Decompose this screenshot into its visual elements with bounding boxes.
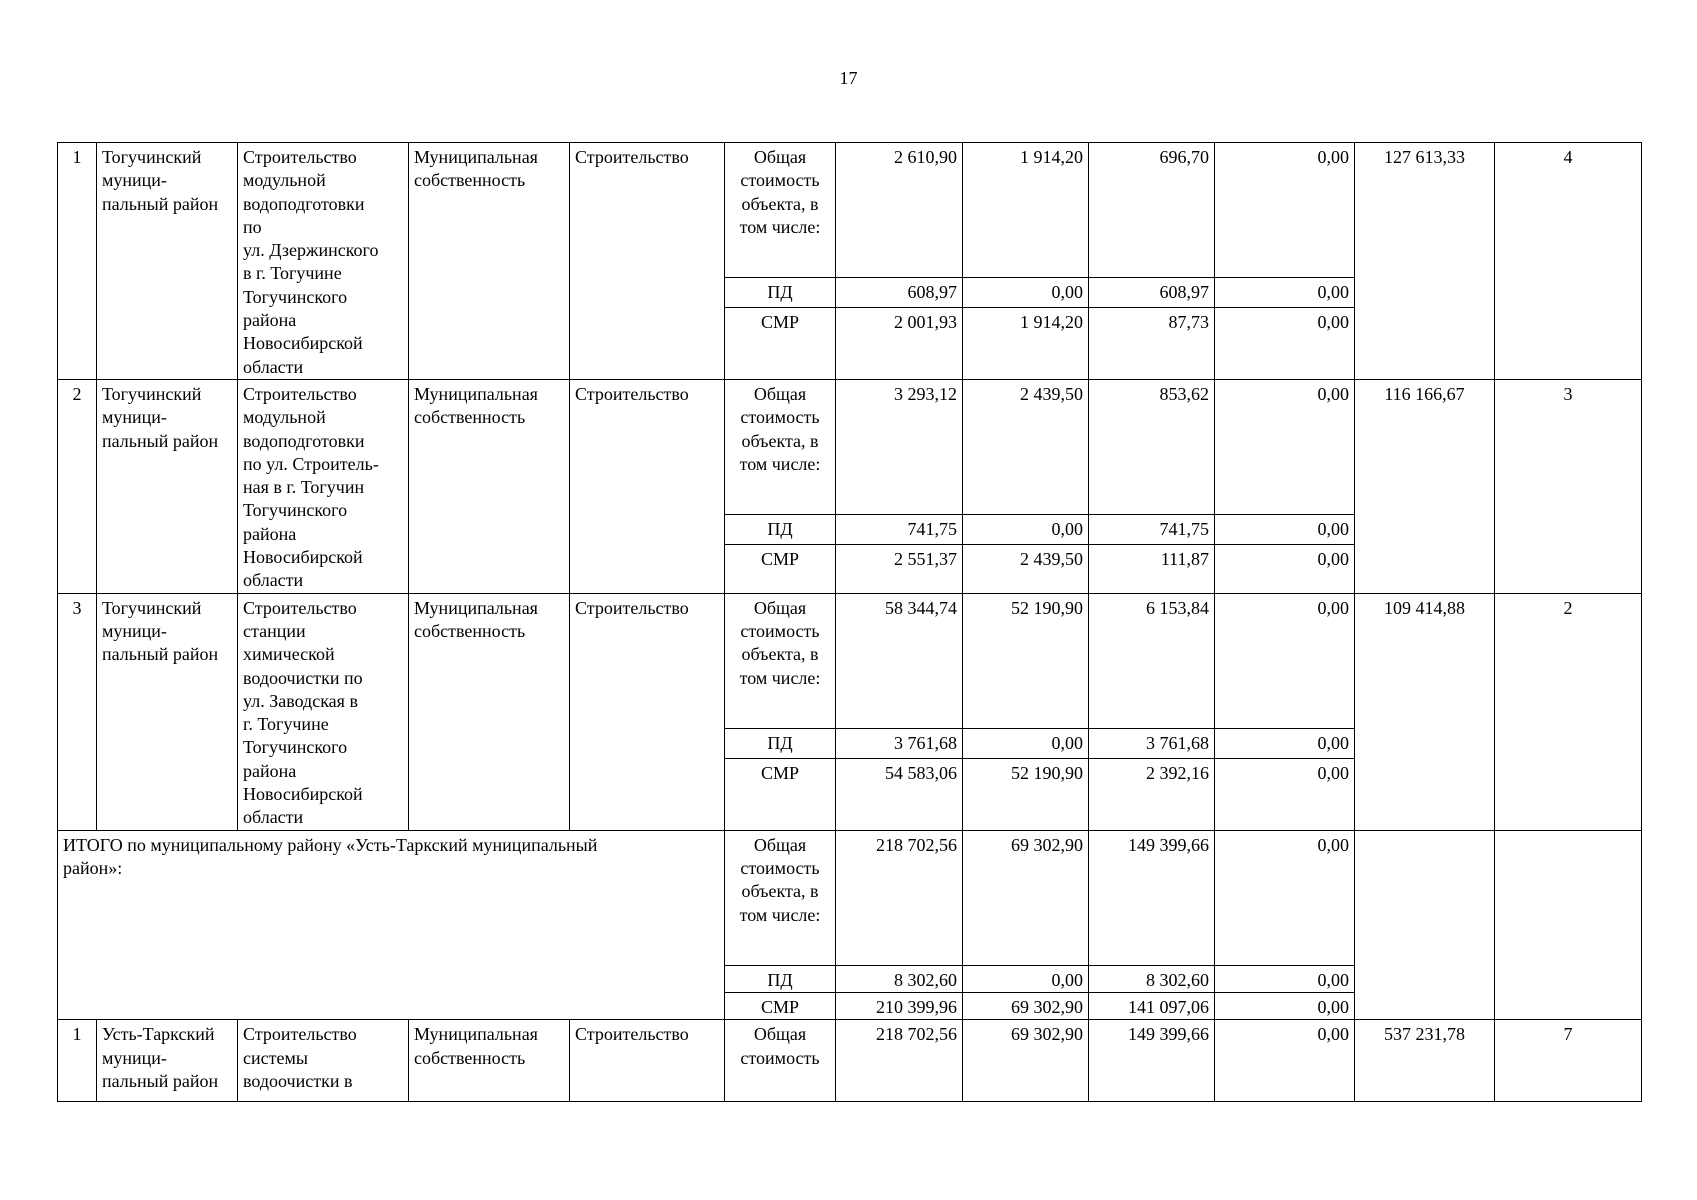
pd-value: 8 302,60	[1089, 965, 1215, 992]
total-cost-value: 6 153,84	[1089, 593, 1215, 728]
smr-label: СМР	[725, 544, 836, 593]
district-cell: Тогучинский муници- пальный район	[97, 593, 238, 830]
row-number: 2	[58, 379, 97, 593]
pd-value: 0,00	[963, 728, 1089, 758]
pd-label: ПД	[725, 728, 836, 758]
total-cost-value: 52 190,90	[963, 593, 1089, 728]
pd-value: 741,75	[1089, 514, 1215, 544]
smr-label: СМР	[725, 307, 836, 379]
smr-value: 69 302,90	[963, 992, 1089, 1019]
smr-value: 210 399,96	[836, 992, 963, 1019]
total-cost-value: 853,62	[1089, 379, 1215, 514]
priority-cell: 2	[1495, 593, 1642, 830]
pd-label: ПД	[725, 278, 836, 308]
project-row	[58, 593, 1642, 728]
total-cost-value: 3 293,12	[836, 379, 963, 514]
smr-label: СМР	[725, 758, 836, 830]
district-total-row	[58, 830, 1642, 965]
total-cost-value: 1 914,20	[963, 143, 1089, 278]
smr-value: 2 551,37	[836, 544, 963, 593]
empty-cell	[1495, 830, 1642, 1020]
priority-cell: 4	[1495, 143, 1642, 380]
pd-value: 0,00	[963, 965, 1089, 992]
ownership-cell: Муниципальная собственность	[409, 143, 570, 380]
pd-value: 0,00	[1215, 278, 1355, 308]
total-cost-label: Общая стоимость объекта, в том числе:	[725, 830, 836, 965]
capacity-cell: 109 414,88	[1355, 593, 1495, 830]
object-cell: Строительство модульной водоподготовки по ул. Строитель- ная в г. Тогучин Тогучинского района Новосибирской области	[238, 379, 409, 593]
row-number: 1	[58, 1020, 97, 1102]
smr-value: 2 001,93	[836, 307, 963, 379]
total-cost-value: 2 439,50	[963, 379, 1089, 514]
district-cell: Усть-Таркский муници- пальный район	[97, 1020, 238, 1102]
smr-value: 141 097,06	[1089, 992, 1215, 1019]
empty-cell	[1355, 830, 1495, 1020]
total-cost-value: 0,00	[1215, 830, 1355, 965]
total-cost-value: 218 702,56	[836, 1020, 963, 1102]
ownership-cell: Муниципальная собственность	[409, 379, 570, 593]
page-number: 17	[839, 68, 858, 88]
smr-value: 52 190,90	[963, 758, 1089, 830]
total-cost-label: Общая стоимость объекта, в том числе:	[725, 143, 836, 278]
smr-value: 54 583,06	[836, 758, 963, 830]
total-cost-label: Общая стоимость	[725, 1020, 836, 1102]
priority-cell: 7	[1495, 1020, 1642, 1102]
total-cost-value: 58 344,74	[836, 593, 963, 728]
capacity-cell: 127 613,33	[1355, 143, 1495, 380]
work-type-cell: Строительство	[570, 143, 725, 380]
investment-table	[57, 142, 1642, 1102]
pd-value: 0,00	[963, 514, 1089, 544]
smr-value: 1 914,20	[963, 307, 1089, 379]
district-total-label: ИТОГО по муниципальному району «Усть-Таркский муниципальный район»:	[58, 830, 725, 1020]
pd-value: 741,75	[836, 514, 963, 544]
smr-label: СМР	[725, 992, 836, 1019]
project-row	[58, 1020, 1642, 1102]
total-cost-value: 0,00	[1215, 1020, 1355, 1102]
smr-value: 111,87	[1089, 544, 1215, 593]
pd-value: 608,97	[1089, 278, 1215, 308]
object-cell: Строительство модульной водоподготовки по ул. Дзержинского в г. Тогучине Тогучинского района Новосибирской области	[238, 143, 409, 380]
smr-value: 0,00	[1215, 544, 1355, 593]
smr-value: 0,00	[1215, 307, 1355, 379]
project-row	[58, 143, 1642, 278]
total-cost-value: 0,00	[1215, 593, 1355, 728]
project-row	[58, 379, 1642, 514]
total-cost-value: 149 399,66	[1089, 1020, 1215, 1102]
total-cost-label: Общая стоимость объекта, в том числе:	[725, 593, 836, 728]
smr-value: 2 439,50	[963, 544, 1089, 593]
pd-value: 0,00	[1215, 728, 1355, 758]
work-type-cell: Строительство	[570, 379, 725, 593]
total-cost-value: 69 302,90	[963, 1020, 1089, 1102]
total-cost-value: 696,70	[1089, 143, 1215, 278]
smr-value: 0,00	[1215, 758, 1355, 830]
smr-value: 2 392,16	[1089, 758, 1215, 830]
district-cell: Тогучинский муници- пальный район	[97, 379, 238, 593]
pd-value: 8 302,60	[836, 965, 963, 992]
pd-value: 608,97	[836, 278, 963, 308]
smr-value: 0,00	[1215, 992, 1355, 1019]
work-type-cell: Строительство	[570, 593, 725, 830]
pd-value: 0,00	[1215, 965, 1355, 992]
total-cost-value: 0,00	[1215, 143, 1355, 278]
pd-label: ПД	[725, 965, 836, 992]
row-number: 1	[58, 143, 97, 380]
total-cost-value: 0,00	[1215, 379, 1355, 514]
row-number: 3	[58, 593, 97, 830]
smr-value: 87,73	[1089, 307, 1215, 379]
pd-value: 3 761,68	[836, 728, 963, 758]
pd-value: 0,00	[963, 278, 1089, 308]
pd-label: ПД	[725, 514, 836, 544]
total-cost-value: 218 702,56	[836, 830, 963, 965]
total-cost-label: Общая стоимость объекта, в том числе:	[725, 379, 836, 514]
object-cell: Строительство системы водоочистки в	[238, 1020, 409, 1102]
pd-value: 3 761,68	[1089, 728, 1215, 758]
district-cell: Тогучинский муници- пальный район	[97, 143, 238, 380]
capacity-cell: 116 166,67	[1355, 379, 1495, 593]
ownership-cell: Муниципальная собственность	[409, 1020, 570, 1102]
object-cell: Строительство станции химической водоочистки по ул. Заводская в г. Тогучине Тогучинского района Новосибирской области	[238, 593, 409, 830]
total-cost-value: 149 399,66	[1089, 830, 1215, 965]
total-cost-value: 2 610,90	[836, 143, 963, 278]
work-type-cell: Строительство	[570, 1020, 725, 1102]
capacity-cell: 537 231,78	[1355, 1020, 1495, 1102]
pd-value: 0,00	[1215, 514, 1355, 544]
ownership-cell: Муниципальная собственность	[409, 593, 570, 830]
priority-cell: 3	[1495, 379, 1642, 593]
total-cost-value: 69 302,90	[963, 830, 1089, 965]
